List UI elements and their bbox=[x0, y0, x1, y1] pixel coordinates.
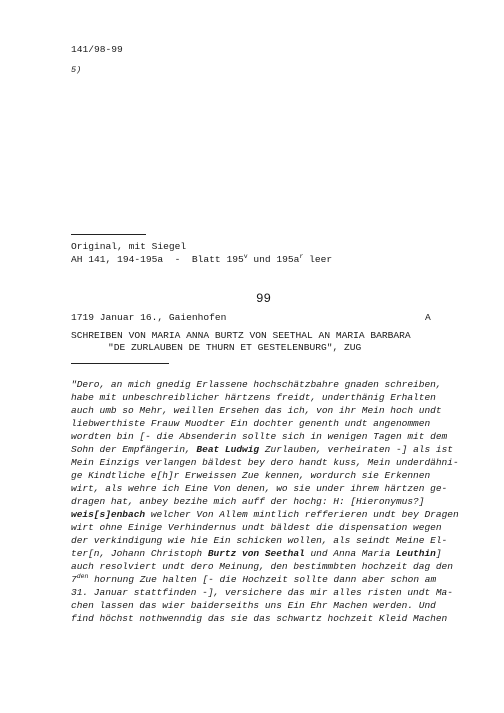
name-weissenbach: weis[s]enbach bbox=[71, 509, 146, 520]
body-text: hornung Zue halten [- die Hochzeit sollte dann aber schon am bbox=[88, 574, 437, 585]
note-marker: 5) bbox=[71, 65, 82, 75]
body-line: dragen hat, anbey bezihe mich auff der hochg: H: [Hieronymus?] bbox=[71, 496, 425, 507]
date-place: 1719 Januar 16., Gaienhofen bbox=[71, 312, 227, 323]
body-text: welcher Von Allem mintlich refferieren undt bey Dragen bbox=[145, 509, 459, 520]
body-line: 31. Januar stattfinden -], versichere das mir alles risten undt Ma- bbox=[71, 587, 453, 598]
body-line: Mein Einzigs verlangen bäldest bey dero handt kuss, Mein underdähni- bbox=[71, 457, 459, 468]
footnote-source-b: und 195a bbox=[247, 254, 300, 265]
body-line: auch umb so Mehr, weillen Ersehen das ich, von ihr Mein hoch undt bbox=[71, 405, 442, 416]
footnote-source bbox=[71, 254, 332, 266]
body-line: der verkindigung wie hie Ein schicken wollen, als seindt Meine El- bbox=[71, 535, 448, 546]
archive-reference: 141/98-99 bbox=[71, 44, 123, 55]
footnote-source-a: AH 141, 194-195a - Blatt 195 bbox=[71, 254, 244, 265]
body-line: "Dero, an mich gnedig Erlassene hochschätzbahre gnaden schreiben, bbox=[71, 379, 442, 390]
body-line: auch resolviert undt dero Meinung, den bestimmbten hochzeit dag den bbox=[71, 561, 453, 572]
footnote-sup-v: v bbox=[243, 252, 248, 260]
title-divider bbox=[71, 363, 169, 364]
document-number: 99 bbox=[256, 292, 272, 306]
title-line-1: SCHREIBEN VON MARIA ANNA BURTZ VON SEETHAL AN MARIA BARBARA bbox=[71, 330, 411, 341]
body-line: wordten bin [- die Absenderin sollte sich in wenigen Tagen mit dem bbox=[71, 431, 448, 442]
body-text: ter[n, Johann Christoph bbox=[71, 548, 208, 559]
body-line: find höchst nothwenndig das sie das schwartz hochzeit Kleid Machen bbox=[71, 613, 448, 624]
name-beat-ludwig: Beat Ludwig bbox=[196, 444, 260, 455]
body-line bbox=[71, 443, 453, 456]
body-line: wirt, als wehre ich Eine Von denen, wo sie under ihrem härtzen ge- bbox=[71, 483, 448, 494]
body-line: chen lassen das wier baiderseiths uns Ein Ehr Machen werden. Und bbox=[71, 600, 436, 611]
body-line: ge Kindtliche e[h]r Erweissen Zue kennen, wordurch sie Erkennen bbox=[71, 470, 431, 481]
name-burtz-von-seethal: Burtz von Seethal bbox=[207, 548, 305, 559]
body-line bbox=[71, 573, 436, 586]
superscript-den: den bbox=[76, 572, 89, 580]
body-text: ] bbox=[435, 548, 442, 559]
title-line-2: "DE ZURLAUBEN DE THURN ET GESTELENBURG", ZUG bbox=[108, 342, 362, 353]
body-text: und Anna Maria bbox=[304, 548, 396, 559]
body-text: 7 bbox=[71, 574, 77, 585]
body-line: wirt ohne Einige Verhindernus undt bäldest die dispensation wegen bbox=[71, 522, 442, 533]
body-line: liebwerthiste Frauw Muodter Ein dochter genenth undt angenommen bbox=[71, 418, 431, 429]
footnote-sup-r: r bbox=[299, 252, 304, 260]
footnote-divider bbox=[71, 234, 146, 235]
letter-marker: A bbox=[425, 312, 431, 323]
body-text: Sohn der Empfängerin, bbox=[71, 444, 197, 455]
body-line bbox=[71, 508, 459, 521]
body-text: Zurlauben, verheiraten -] als ist bbox=[259, 444, 453, 455]
body-line bbox=[71, 547, 442, 560]
footnote-source-c: leer bbox=[303, 254, 333, 265]
body-line: habe mit unbeschreiblicher härtzens freidt, underthänig Erhalten bbox=[71, 392, 436, 403]
footnote-original: Original, mit Siegel bbox=[71, 241, 187, 252]
name-leuthin: Leuthin bbox=[395, 548, 436, 559]
